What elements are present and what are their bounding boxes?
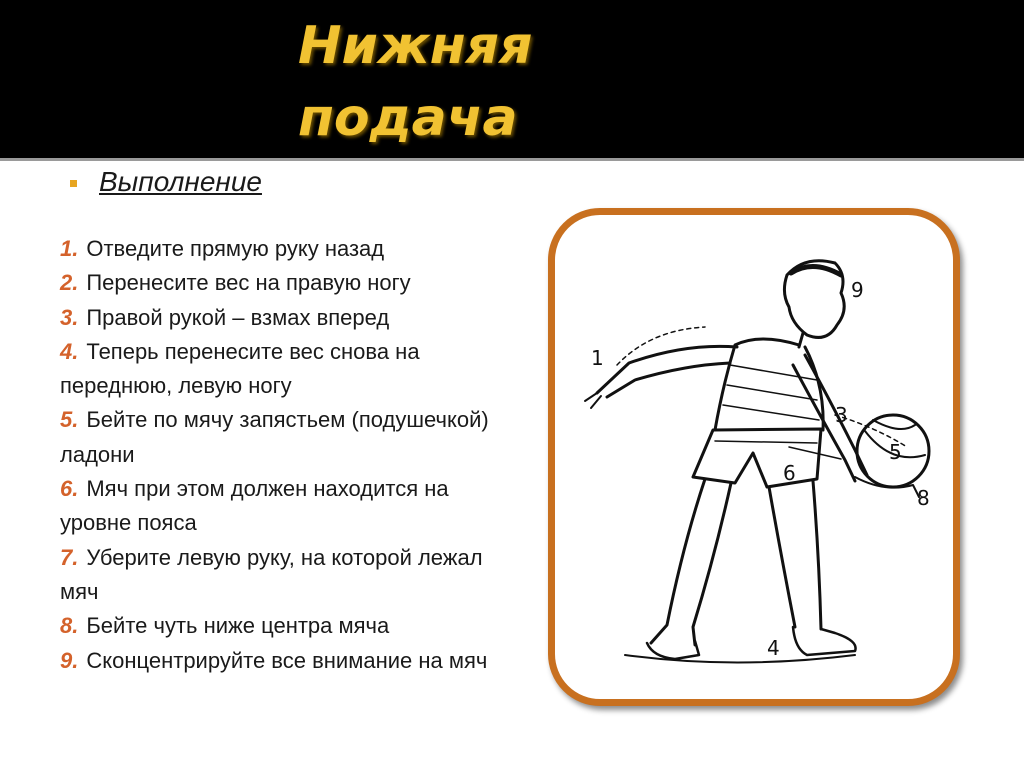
illustration-frame — [548, 208, 960, 706]
list-item — [60, 403, 500, 472]
figure-label-1: 1 — [591, 346, 604, 370]
figure-label-5: 5 — [889, 440, 902, 464]
figure-label-6: 6 — [783, 461, 796, 485]
step-text: Уберите левую руку, на которой лежал мяч — [60, 544, 483, 604]
step-number: 8. — [60, 613, 79, 639]
list-item — [60, 266, 500, 300]
step-text: Теперь перенесите вес снова на переднюю, левую ногу — [60, 338, 420, 399]
step-text: Правой рукой – взмах вперед — [86, 304, 390, 330]
step-text: Сконцентрируйте все внимание на мяч — [86, 647, 488, 673]
square-bullet-icon — [70, 180, 77, 187]
figure-label-3: 3 — [835, 403, 848, 427]
list-item — [60, 472, 500, 541]
step-text: Мяч при этом должен находится на уровне пояса — [60, 476, 449, 536]
figure-label-8: 8 — [917, 486, 930, 510]
list-item — [60, 609, 500, 643]
step-number: 3. — [60, 304, 79, 330]
step-text: Отведите прямую руку назад — [86, 236, 385, 261]
title-line-1: Нижняя — [298, 16, 533, 76]
step-number: 6. — [60, 476, 79, 502]
subtitle-row — [70, 166, 262, 198]
step-number: 4. — [60, 338, 79, 364]
subtitle: Выполнение — [99, 166, 262, 197]
list-item — [60, 644, 500, 678]
step-text: Бейте чуть ниже центра мяча — [86, 613, 390, 639]
step-number: 7. — [60, 544, 79, 570]
volleyball-player-illustration — [555, 215, 953, 699]
step-number: 5. — [60, 407, 79, 433]
step-number: 1. — [60, 236, 79, 261]
title-line-2: подача — [298, 88, 518, 148]
step-text: Перенесите вес на правую ногу — [86, 270, 411, 296]
header-bar — [0, 0, 1024, 161]
step-number: 9. — [60, 647, 79, 673]
slide-title — [298, 10, 698, 154]
figure-label-4: 4 — [767, 636, 780, 660]
step-number: 2. — [60, 270, 79, 296]
step-text: Бейте по мячу запястьем (подушечкой) ладони — [60, 407, 489, 467]
figure-label-9: 9 — [851, 278, 864, 302]
list-item — [60, 335, 500, 404]
list-item — [60, 541, 500, 610]
list-item — [60, 301, 500, 335]
steps-list — [60, 232, 500, 678]
list-item — [60, 232, 500, 266]
